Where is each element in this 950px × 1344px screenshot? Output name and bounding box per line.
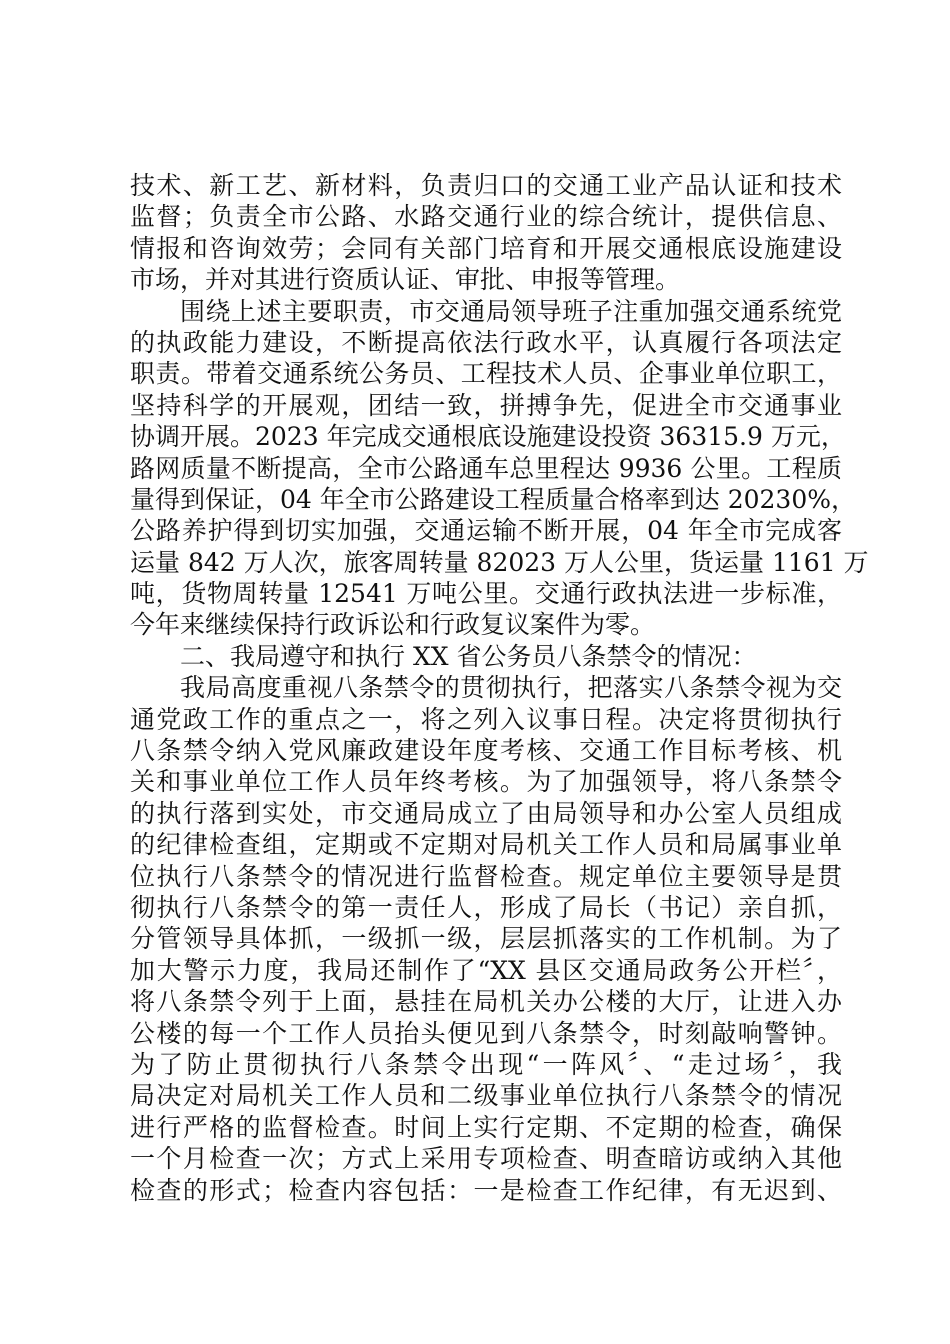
text-line: 为了防止贯彻执行八条禁令出现“一阵风〞、“走过场〞，我 — [130, 1049, 842, 1079]
text-line: 技术、新工艺、新材料，负责归口的交通工业产品认证和技术 — [130, 171, 842, 200]
text-line: 八条禁令纳入党风廉政建设年度考核、交通工作目标考核、机 — [130, 736, 842, 766]
text-line: 职责。带着交通系统公务员、工程技术人员、企事业单位职工， — [130, 359, 842, 389]
text-line: 协调开展。2023 年完成交通根底设施建设投资 36315.9 万元， — [130, 422, 846, 452]
text-line: 二、我局遵守和执行 XX 省公务员八条禁令的情况： — [180, 641, 757, 671]
section-heading — [130, 641, 842, 672]
text-line: 进行严格的监督检查。时间上实行定期、不定期的检查，确保 — [130, 1112, 842, 1142]
text-line: 关和事业单位工作人员年终考核。为了加强领导，将八条禁令 — [130, 767, 842, 797]
text-line: 的执政能力建设，不断提高依法行政水平，认真履行各项法定 — [130, 327, 842, 357]
text-line: 分管领导具体抓，一级抓一级，层层抓落实的工作机制。为了 — [130, 924, 842, 954]
text-line: 量得到保证，04 年全市公路建设工程质量合格率到达 20230%， — [130, 484, 856, 514]
text-line: 情报和咨询效劳；会同有关部门培育和开展交通根底设施建设 — [130, 233, 842, 263]
text-line: 我局高度重视八条禁令的贯彻执行，把落实八条禁令视为交 — [180, 673, 842, 703]
text-line: 监督；负责全市公路、水路交通行业的综合统计，提供信息、 — [130, 202, 842, 232]
text-line: 市场，并对其进行资质认证、审批、申报等管理。 — [130, 265, 681, 295]
text-line: 吨，货物周转量 12541 万吨公里。交通行政执法进一步标准， — [130, 579, 842, 609]
text-line: 公楼的每一个工作人员抬头便见到八条禁令，时刻敲响警钟。 — [130, 1018, 842, 1048]
text-line: 局决定对局机关工作人员和二级事业单位执行八条禁令的情况 — [130, 1081, 842, 1111]
text-line: 一个月检查一次；方式上采用专项检查、明查暗访或纳入其他 — [130, 1144, 842, 1174]
text-line: 通党政工作的重点之一，将之列入议事日程。决定将贯彻执行 — [130, 704, 842, 734]
text-line: 公路养护得到切实加强，交通运输不断开展，04 年全市完成客 — [130, 516, 842, 546]
text-line: 检查的形式；检查内容包括：一是检查工作纪律，有无迟到、 — [130, 1175, 842, 1205]
text-line: 加大警示力度，我局还制作了“XX 县区交通局政务公开栏〞， — [130, 955, 842, 985]
text-line: 围绕上述主要职责，市交通局领导班子注重加强交通系统党 — [180, 296, 842, 326]
text-line: 将八条禁令列于上面，悬挂在局机关办公楼的大厅，让进入办 — [130, 987, 842, 1017]
paragraph-3 — [130, 672, 842, 1206]
text-line: 的纪律检查组，定期或不定期对局机关工作人员和局属事业单 — [130, 830, 842, 860]
text-line: 今年来继续保持行政诉讼和行政复议案件为零。 — [130, 610, 656, 640]
text-line: 位执行八条禁令的情况进行监督检查。规定单位主要领导是贯 — [130, 861, 842, 891]
text-line: 路网质量不断提高，全市公路通车总里程达 9936 公里。工程质 — [130, 453, 842, 483]
text-line: 的执行落到实处，市交通局成立了由局领导和办公室人员组成 — [130, 798, 842, 828]
document-body — [130, 170, 869, 1206]
text-line: 彻执行八条禁令的第一责任人，形成了局长（书记）亲自抓， — [130, 892, 842, 922]
text-line: 坚持科学的开展观，团结一致，拼搏争先，促进全市交通事业 — [130, 390, 842, 420]
text-line: 运量 842 万人次，旅客周转量 82023 万人公里，货运量 1161 万 — [130, 547, 869, 577]
paragraph-2 — [130, 296, 869, 641]
paragraph-1 — [130, 170, 842, 296]
